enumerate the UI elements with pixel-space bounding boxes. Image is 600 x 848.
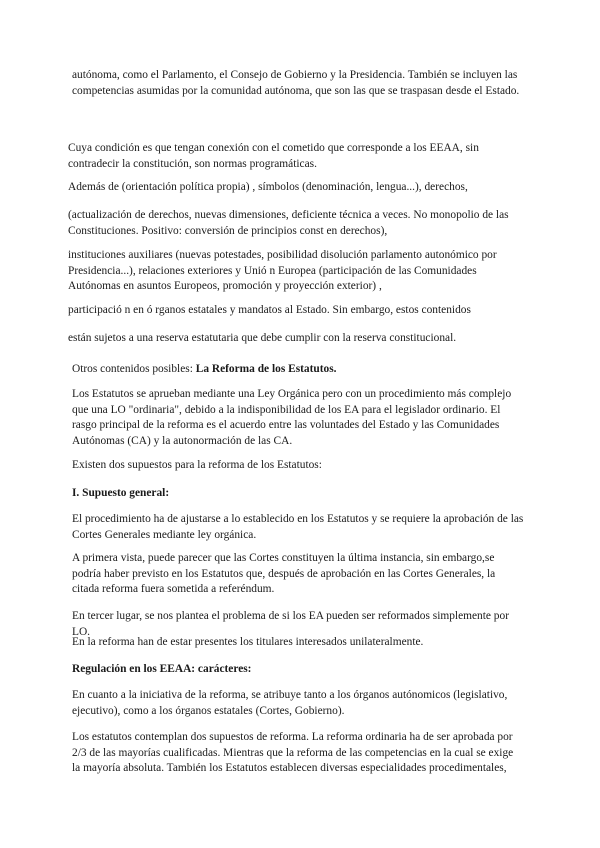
paragraph: Cuya condición es que tengan conexión con el cometido que corresponde a los EEAA, sin contradecir la constitución, son normas programáticas. [68,142,479,170]
text-prefix: Otros contenidos posibles: [72,363,196,375]
section-heading-line [72,362,524,378]
paragraph: instituciones auxiliares (nuevas potestades, posibilidad disolución parlamento autonómico por Presidencia...), relaciones exteriores y Unió n Europea (participación de las Comunidades Autónomas en asuntos Europeos, promoción y proyección exterior) , [68,249,497,292]
paragraph: En tercer lugar, se nos plantea el problema de si los EA pueden ser reformados simplemente por LO. [72,610,509,638]
paragraph: En cuanto a la iniciativa de la reforma, se atribuye tanto a los órganos autónomicos (legislativo, ejecutivo), como a los órganos estatales (Cortes, Gobierno). [72,689,508,717]
paragraph: A primera vista, puede parecer que las Cortes constituyen la última instancia, sin embargo,se podría haber previsto en los Estatutos que, después de aprobación en las Cortes Generales, la citada reforma fuera sometida a referéndum. [72,552,496,595]
paragraph: Existen dos supuestos para la reforma de los Estatutos: [72,459,322,471]
paragraph: Además de (orientación política propia) , símbolos (denominación, lengua...), derechos, [68,181,468,193]
paragraph: están sujetos a una reserva estatutaria que debe cumplir con la reserva constitucional. [68,332,457,344]
section-title: La Reforma de los Estatutos. [195,363,337,375]
paragraph: (actualización de derechos, nuevas dimensiones, deficiente técnica a veces. No monopolio de las Constituciones. Positivo: conversión de principios const en derechos), [68,209,509,237]
paragraph: En la reforma han de estar presentes los titulares interesados unilateralmente. [72,636,424,648]
paragraph: Los Estatutos se aprueban mediante una Ley Orgánica pero con un procedimiento más complejo que una LO "ordinaria", debido a la indisponibilidad de los EA para el legislador ordinario. El rasgo principal de la reforma es el acuerdo entre las voluntades del Estado y las Comunidades Autónomas (CA) y la autonormación de las CA. [72,388,512,447]
paragraph: participació n en ó rganos estatales y mandatos al Estado. Sin embargo, estos contenidos [68,304,471,316]
paragraph: Los estatutos contemplan dos supuestos de reforma. La reforma ordinaria ha de ser aprobada por 2/3 de las mayorías cualificadas. Mientras que la reforma de las competencias en la cual se exige la mayoría absoluta. También los Estatutos establecen diversas especialidades procedimentales, [72,731,514,774]
paragraph: autónoma, como el Parlamento, el Consejo de Gobierno y la Presidencia. También se incluyen las competencias asumidas por la comunidad autónoma, que son las que se traspasan desde el Estado. [72,69,520,97]
subheading: I. Supuesto general: [72,487,170,499]
paragraph: El procedimiento ha de ajustarse a lo establecido en los Estatutos y se requiere la aprobación de las Cortes Generales mediante ley orgánica. [72,513,524,541]
subheading: Regulación en los EEAA: carácteres: [72,663,252,675]
